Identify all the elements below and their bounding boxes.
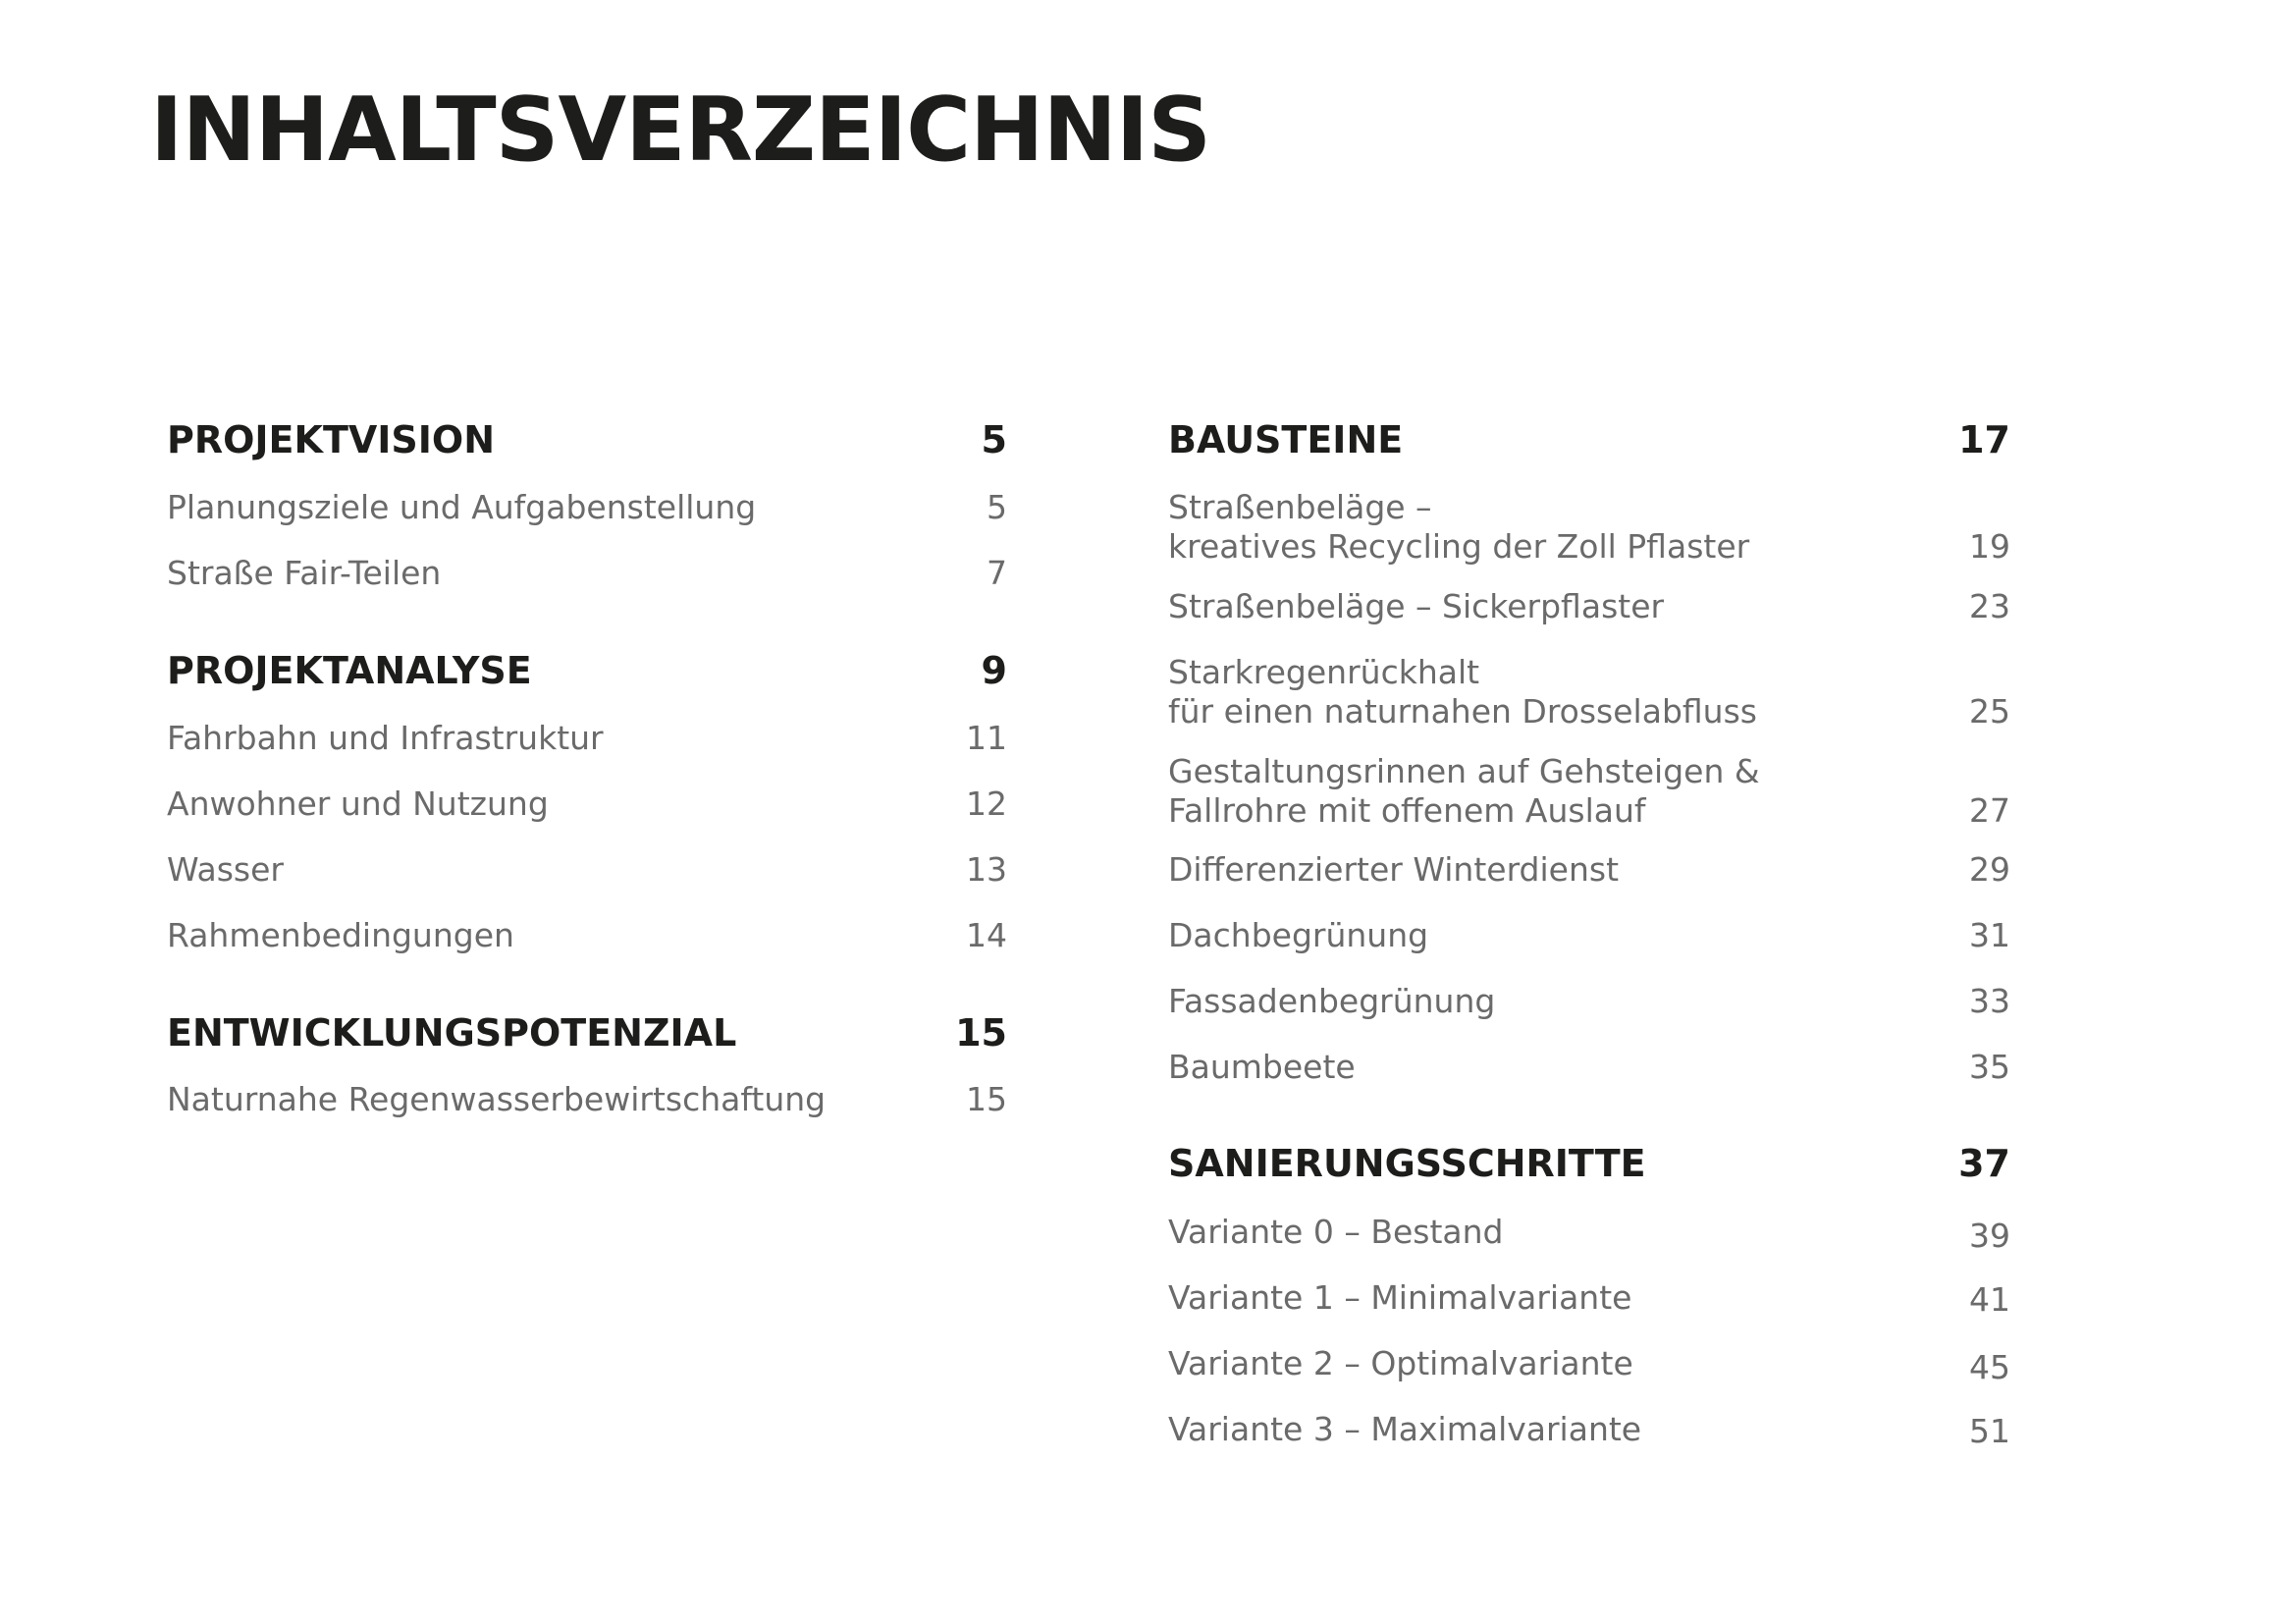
entry-page-number: 15 [966, 1080, 1007, 1118]
entry-title: Naturnahe Regenwasserbewirtschaftung [167, 1080, 827, 1118]
entry-page-number: 45 [1969, 1348, 2010, 1386]
entry-page-number: 27 [1969, 791, 2010, 830]
entry-title: Differenzierter Winterdienst [1168, 850, 1620, 889]
entry-title: Baumbeete [1168, 1048, 1356, 1086]
section-title: SANIERUNGSSCHRITTE [1168, 1142, 1646, 1185]
entry-page-number: 5 [987, 488, 1007, 526]
entry-title: Variante 2 – Optimalvariante [1168, 1344, 1633, 1382]
page-title: INHALTSVERZEICHNIS [150, 79, 1211, 182]
entry-title: Fassadenbegrünung [1168, 982, 1496, 1020]
section-page-number: 37 [1958, 1142, 2010, 1185]
entry-page-number: 12 [966, 785, 1007, 823]
entry-title: Planungsziele und Aufgabenstellung [167, 488, 757, 526]
entry-title [1168, 752, 1760, 831]
entry-page-number: 35 [1969, 1048, 2010, 1086]
entry-title: Straßenbeläge – Sickerpflaster [1168, 587, 1665, 625]
entry-title: Variante 1 – Minimalvariante [1168, 1278, 1632, 1317]
entry-title [1168, 488, 1749, 567]
entry-page-number: 7 [987, 554, 1007, 592]
entry-title-line: Starkregenrückhalt [1168, 653, 1480, 691]
entry-title-line: Fallrohre mit offenem Auslauf [1168, 791, 1646, 830]
entry-title: Rahmenbedingungen [167, 916, 514, 954]
entry-title: Wasser [167, 850, 284, 889]
section-page-number: 17 [1958, 418, 2010, 461]
entry-page-number: 51 [1969, 1412, 2010, 1450]
entry-page-number: 13 [966, 850, 1007, 889]
entry-page-number: 11 [966, 719, 1007, 757]
entry-page-number: 25 [1969, 692, 2010, 731]
entry-title: Variante 3 – Maximalvariante [1168, 1410, 1642, 1448]
entry-title: Dachbegrünung [1168, 916, 1429, 954]
entry-page-number: 39 [1969, 1217, 2010, 1255]
entry-title-line: Gestaltungsrinnen auf Gehsteigen & [1168, 752, 1760, 790]
section-title: PROJEKTANALYSE [167, 649, 532, 692]
entry-title [1168, 653, 1757, 731]
entry-page-number: 31 [1969, 916, 2010, 954]
section-page-number: 9 [981, 649, 1007, 692]
entry-title: Variante 0 – Bestand [1168, 1213, 1504, 1251]
entry-page-number: 14 [966, 916, 1007, 954]
entry-page-number: 41 [1969, 1280, 2010, 1319]
entry-title-line: kreatives Recycling der Zoll Pflaster [1168, 527, 1750, 566]
entry-page-number: 33 [1969, 982, 2010, 1020]
section-title: ENTWICKLUNGSPOTENZIAL [167, 1011, 737, 1055]
entry-page-number: 29 [1969, 850, 2010, 889]
entry-page-number: 19 [1969, 527, 2010, 566]
section-title: PROJEKTVISION [167, 418, 496, 461]
section-title: BAUSTEINE [1168, 418, 1404, 461]
entry-title: Anwohner und Nutzung [167, 785, 549, 823]
entry-title-line: für einen naturnahen Drosselabfluss [1168, 692, 1757, 731]
entry-title: Fahrbahn und Infrastruktur [167, 719, 604, 757]
entry-title-line: Straßenbeläge – [1168, 488, 1432, 526]
section-page-number: 5 [981, 418, 1007, 461]
entry-title: Straße Fair-Teilen [167, 554, 442, 592]
entry-page-number: 23 [1969, 587, 2010, 625]
section-page-number: 15 [955, 1011, 1007, 1055]
